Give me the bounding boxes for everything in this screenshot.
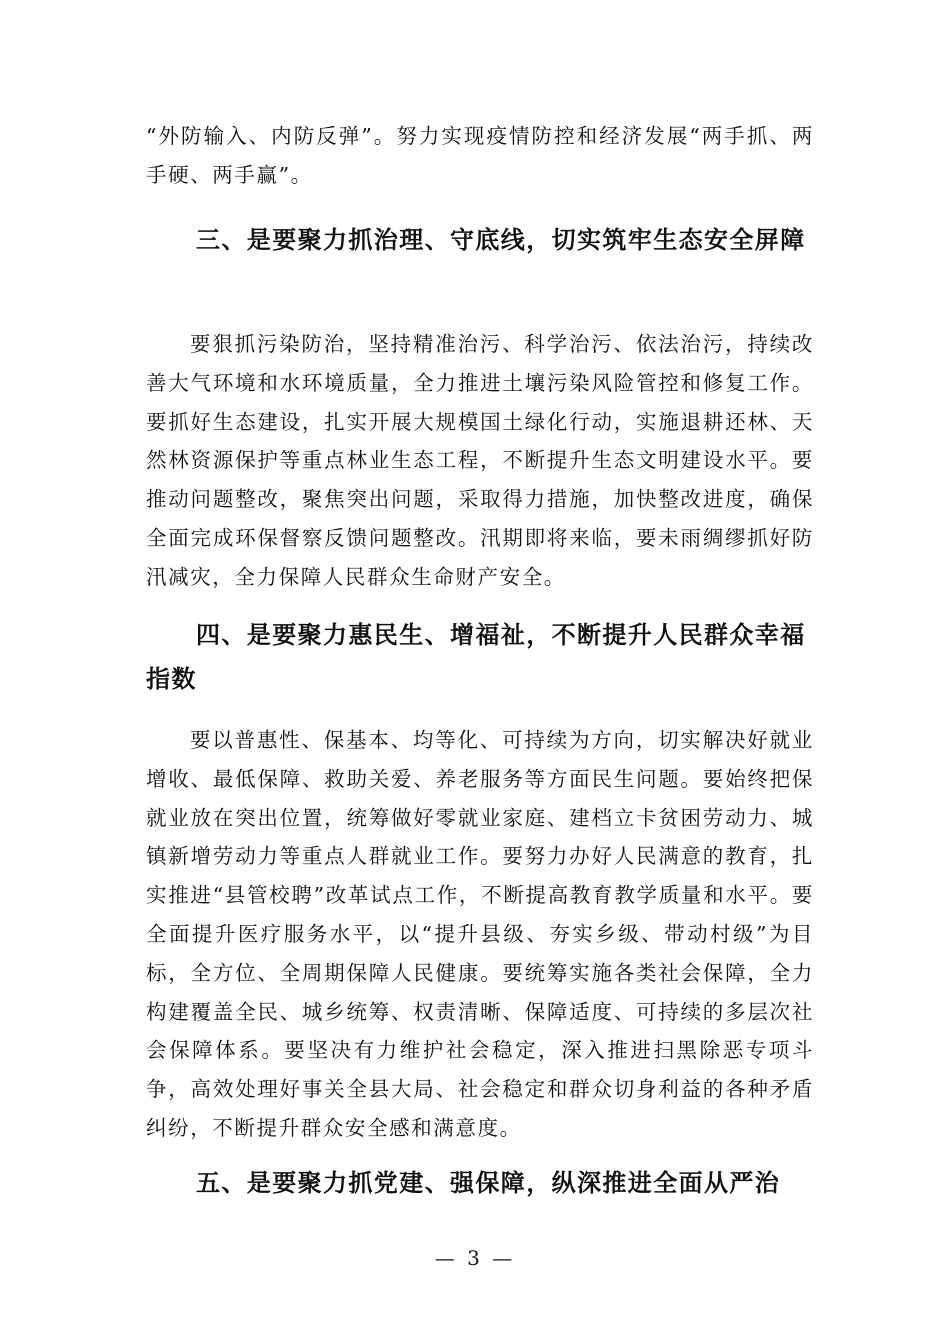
section-heading-5: 五、是要聚力抓党建、强保障，纵深推进全面从严治 bbox=[196, 1169, 781, 1197]
page-number: — 3 — bbox=[434, 1246, 516, 1270]
section-heading-3: 三、是要聚力抓治理、守底线，切实筑牢生态安全屏障 bbox=[196, 226, 806, 254]
section-3-paragraph: 要狠抓污染防治，坚持精准治污、科学治污、依法治污，持续改善大气环境和水环境质量，全力推进土壤污染风险管控和修复工作。要抓好生态建设，扎实开展大规模国土绿化行动，实施退耕还林、天然林资源保护等重点林业生态工程，不断提升生态文明建设水平。要推动问题整改，聚焦突出问题，采取得力措施，加快整改进度，确保全面完成环保督察反馈问题整改。汛期即将来临，要未雨绸缪抓好防汛减灾，全力保障人民群众生命财产安全。 bbox=[146, 332, 814, 589]
continued-paragraph: “外防输入、内防反弹”。努力实现疫情防控和经济发展“两手抓、两手硬、两手赢”。 bbox=[146, 124, 814, 187]
section-heading-4: 四、是要聚力惠民生、增福祉，不断提升人民群众幸福指数 bbox=[146, 621, 806, 693]
section-4-paragraph: 要以普惠性、保基本、均等化、可持续为方向，切实解决好就业增收、最低保障、救助关爱、养老服务等方面民生问题。要始终把保就业放在突出位置，统筹做好零就业家庭、建档立卡贫困劳动力、城镇新增劳动力等重点人群就业工作。要努力办好人民满意的教育，扎实推进“县管校聘”改革试点工作，不断提高教育教学质量和水平。要全面提升医疗服务水平，以“提升县级、夯实乡级、带动村级”为目标，全方位、全周期保障人民健康。要统筹实施各类社会保障，全力构建覆盖全民、城乡统筹、权责清晰、保障适度、可持续的多层次社会保障体系。要坚决有力维护社会稳定，深入推进扫黑除恶专项斗争，高效处理好事关全县大局、社会稳定和群众切身利益的各种矛盾纠纷，不断提升群众安全感和满意度。 bbox=[146, 728, 814, 1140]
